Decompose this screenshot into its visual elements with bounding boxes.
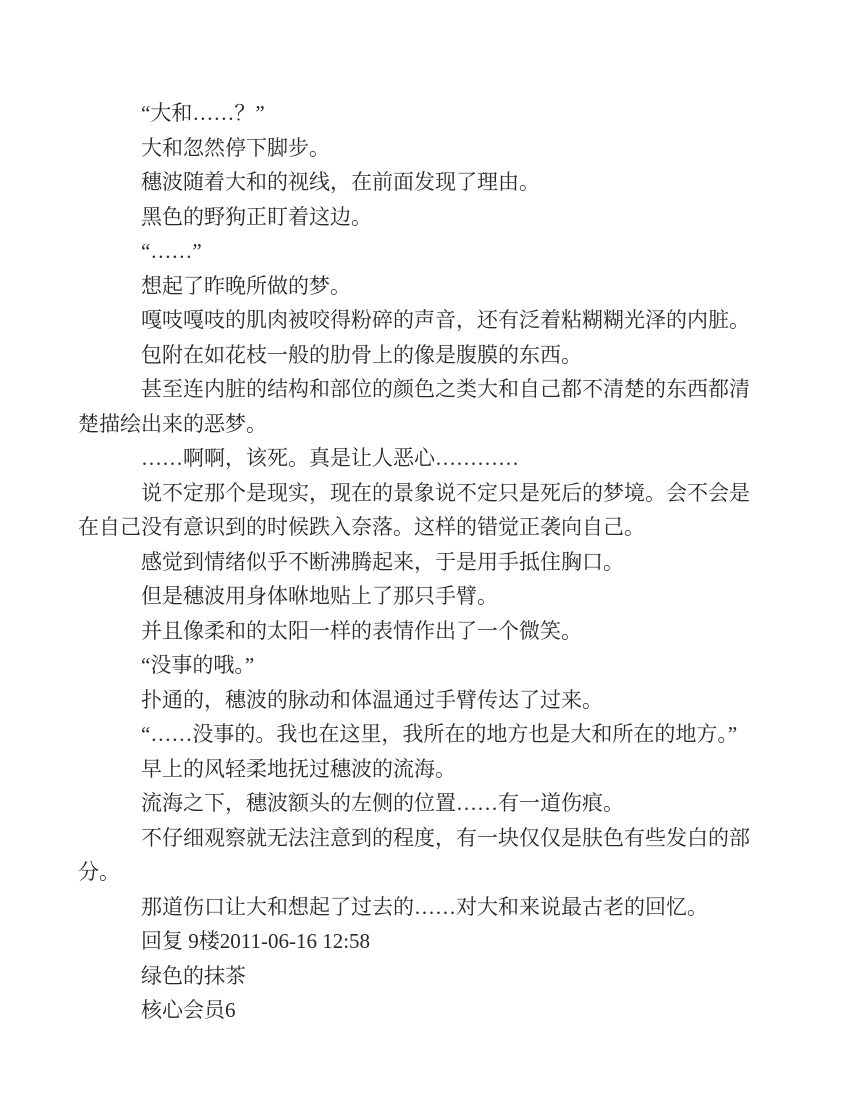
post-body: [78, 96, 752, 1028]
story-paragraph: 嘎吱嘎吱的肌肉被咬得粉碎的声音，还有泛着粘糊糊光泽的内脏。: [141, 308, 750, 332]
story-paragraph: “大和……？”: [141, 101, 265, 125]
story-paragraph: 那道伤口让大和想起了过去的……对大和来说最古老的回忆。: [141, 894, 708, 919]
story-paragraph: 甚至连内脏的结构和部位的颜色之类大和自己都不清楚的东西都清楚描绘出来的恶梦。: [78, 377, 750, 436]
story-paragraph: 但是穗波用身体咻地贴上了那只手臂。: [141, 584, 498, 608]
story-paragraph: 穗波随着大和的视线，在前面发现了理由。: [141, 170, 540, 194]
story-paragraph: 想起了昨晚所做的梦。: [141, 273, 351, 298]
story-paragraph: 感觉到情绪似乎不断沸腾起来，于是用手抵住胸口。: [141, 549, 624, 574]
story-paragraph: 早上的风轻柔地抚过穗波的流海。: [141, 756, 456, 781]
story-paragraph: 流海之下，穗波额头的左侧的位置……有一道伤痕。: [141, 791, 624, 815]
story-paragraph: “……没事的。我也在这里，我所在的地方也是大和所在的地方。”: [141, 722, 738, 746]
story-paragraph: 大和忽然停下脚步。: [141, 135, 330, 160]
story-paragraph: 扑通的，穗波的脉动和体温通过手臂传达了过来。: [141, 687, 603, 712]
reply-meta-line: 回复 9楼2011-06-16 12:58: [141, 929, 371, 953]
story-paragraph: ……啊啊，该死。真是让人恶心…………: [141, 446, 519, 470]
story-paragraph: “……”: [141, 239, 202, 263]
story-paragraph: 并且像柔和的太阳一样的表情作出了一个微笑。: [141, 618, 582, 643]
story-paragraph: 包附在如花枝一般的肋骨上的像是腹膜的东西。: [141, 342, 582, 367]
username: 绿色的抹茶: [141, 963, 246, 988]
story-paragraph: 黑色的野狗正盯着这边。: [141, 204, 372, 229]
story-paragraph: 不仔细观察就无法注意到的程度，有一块仅仅是肤色有些发白的部分。: [78, 825, 750, 884]
member-level-badge: 核心会员6: [141, 998, 236, 1022]
story-paragraph: “没事的哦。”: [141, 653, 255, 677]
story-paragraph: 说不定那个是现实，现在的景象说不定只是死后的梦境。会不会是在自己没有意识到的时候跌入奈落。这样的错觉正袭向自己。: [78, 480, 750, 539]
